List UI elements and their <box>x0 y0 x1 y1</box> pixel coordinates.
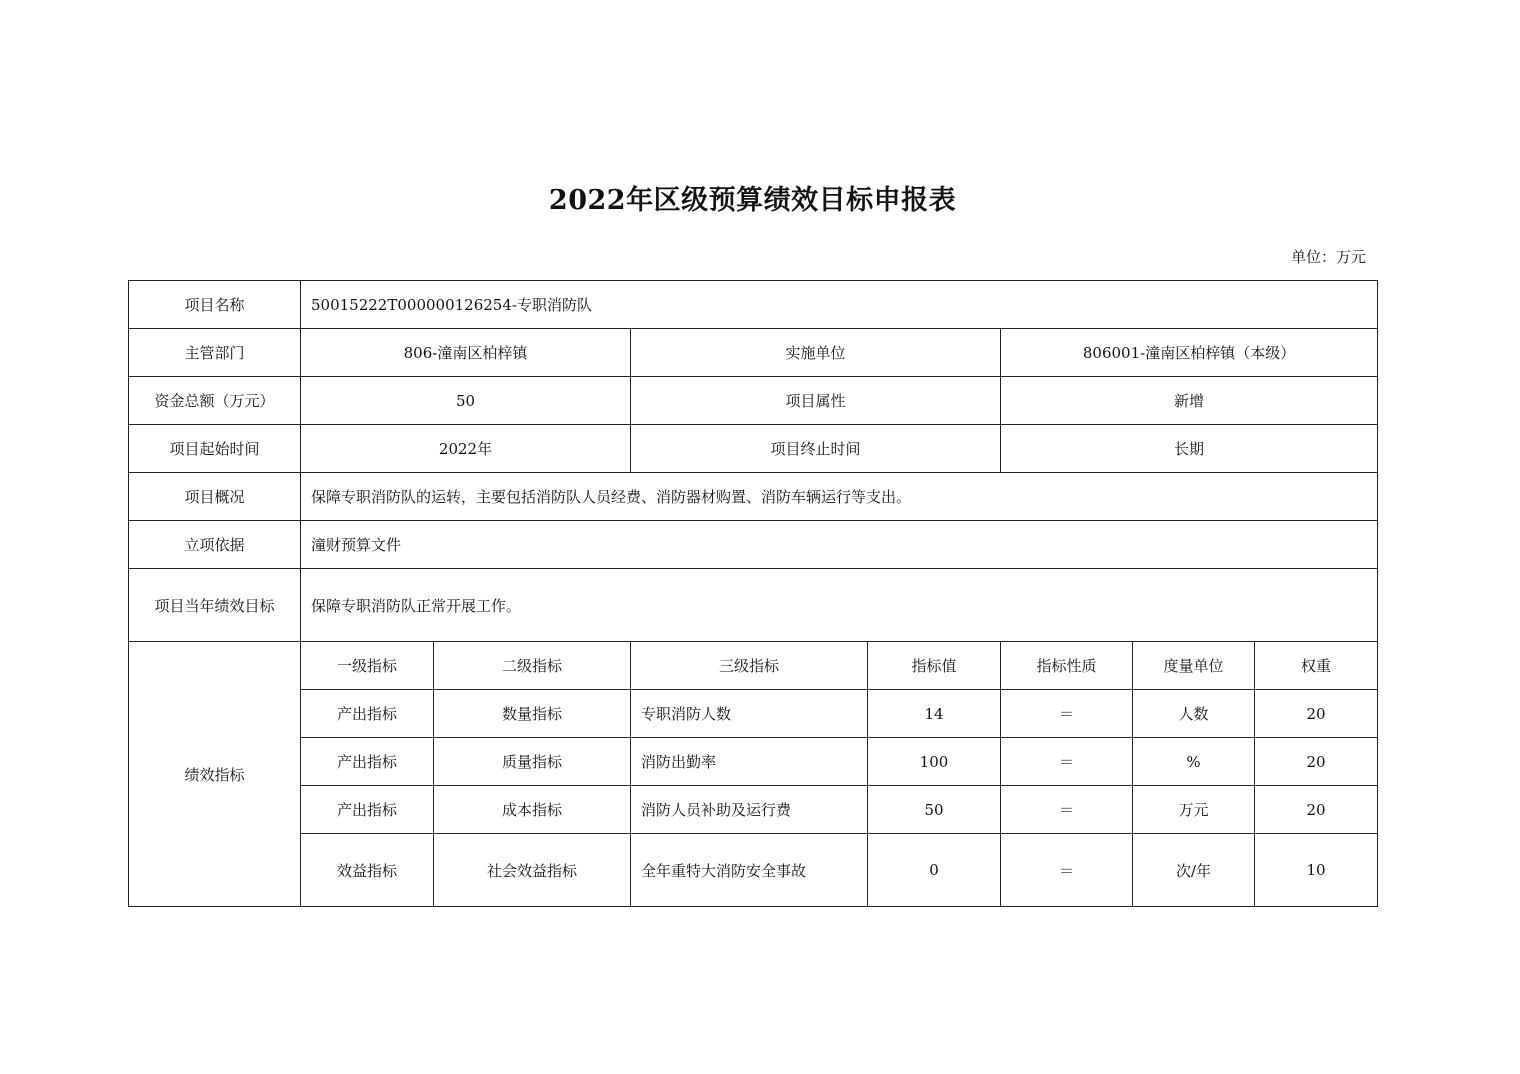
indicator-nature: ＝ <box>1001 738 1133 786</box>
page-title: 2022年区级预算绩效目标申报表 <box>548 185 957 216</box>
indicator-unit: 人数 <box>1133 690 1255 738</box>
indicator-level3: 全年重特大消防安全事故 <box>631 834 868 907</box>
indicator-level2: 成本指标 <box>434 786 631 834</box>
indicator-level1: 产出指标 <box>301 786 434 834</box>
row-basis <box>129 521 1378 569</box>
department-value: 806-潼南区柏梓镇 <box>301 329 631 377</box>
indicator-level1: 产出指标 <box>301 690 434 738</box>
indicator-unit: 万元 <box>1133 786 1255 834</box>
project-attribute-label: 项目属性 <box>631 377 1001 425</box>
start-time-label: 项目起始时间 <box>129 425 301 473</box>
indicator-level2: 数量指标 <box>434 690 631 738</box>
row-period <box>129 425 1378 473</box>
header-weight: 权重 <box>1255 642 1378 690</box>
basis-label: 立项依据 <box>129 521 301 569</box>
indicator-weight: 20 <box>1255 738 1378 786</box>
indicator-nature: ＝ <box>1001 834 1133 907</box>
table-row <box>129 786 1378 834</box>
annual-goal-label: 项目当年绩效目标 <box>129 569 301 642</box>
indicator-weight: 20 <box>1255 690 1378 738</box>
header-unit: 度量单位 <box>1133 642 1255 690</box>
indicator-level1: 产出指标 <box>301 738 434 786</box>
table-row <box>129 834 1378 907</box>
indicator-level2: 质量指标 <box>434 738 631 786</box>
row-fund <box>129 377 1378 425</box>
header-level1: 一级指标 <box>301 642 434 690</box>
project-name-value: 50015222T000000126254-专职消防队 <box>301 281 1378 329</box>
indicator-value: 0 <box>868 834 1001 907</box>
header-value: 指标值 <box>868 642 1001 690</box>
table-row <box>129 738 1378 786</box>
header-level2: 二级指标 <box>434 642 631 690</box>
indicator-weight: 20 <box>1255 786 1378 834</box>
row-department <box>129 329 1378 377</box>
row-annual-goal <box>129 569 1378 642</box>
indicator-header-row <box>129 642 1378 690</box>
start-time-value: 2022年 <box>301 425 631 473</box>
indicator-value: 100 <box>868 738 1001 786</box>
implementing-unit-label: 实施单位 <box>631 329 1001 377</box>
annual-goal-value: 保障专职消防队正常开展工作。 <box>301 569 1378 642</box>
indicator-value: 50 <box>868 786 1001 834</box>
project-attribute-value: 新增 <box>1001 377 1378 425</box>
header-level3: 三级指标 <box>631 642 868 690</box>
indicator-value: 14 <box>868 690 1001 738</box>
indicator-level1: 效益指标 <box>301 834 434 907</box>
overview-value: 保障专职消防队的运转，主要包括消防队人员经费、消防器材购置、消防车辆运行等支出。 <box>301 473 1378 521</box>
fund-total-value: 50 <box>301 377 631 425</box>
indicator-level2: 社会效益指标 <box>434 834 631 907</box>
performance-target-form <box>128 280 1378 907</box>
end-time-label: 项目终止时间 <box>631 425 1001 473</box>
fund-total-label: 资金总额（万元） <box>129 377 301 425</box>
unit-label: 单位：万元 <box>1290 248 1366 266</box>
row-project-name <box>129 281 1378 329</box>
indicator-nature: ＝ <box>1001 786 1133 834</box>
implementing-unit-value: 806001-潼南区柏梓镇（本级） <box>1001 329 1378 377</box>
indicator-weight: 10 <box>1255 834 1378 907</box>
project-name-label: 项目名称 <box>129 281 301 329</box>
table-row <box>129 690 1378 738</box>
end-time-value: 长期 <box>1001 425 1378 473</box>
overview-label: 项目概况 <box>129 473 301 521</box>
basis-value: 潼财预算文件 <box>301 521 1378 569</box>
indicator-unit: 次/年 <box>1133 834 1255 907</box>
row-overview <box>129 473 1378 521</box>
indicators-section-label: 绩效指标 <box>129 642 301 907</box>
header-nature: 指标性质 <box>1001 642 1133 690</box>
indicator-nature: ＝ <box>1001 690 1133 738</box>
department-label: 主管部门 <box>129 329 301 377</box>
indicator-level3: 专职消防人数 <box>631 690 868 738</box>
indicator-level3: 消防人员补助及运行费 <box>631 786 868 834</box>
indicator-level3: 消防出勤率 <box>631 738 868 786</box>
indicator-unit: % <box>1133 738 1255 786</box>
